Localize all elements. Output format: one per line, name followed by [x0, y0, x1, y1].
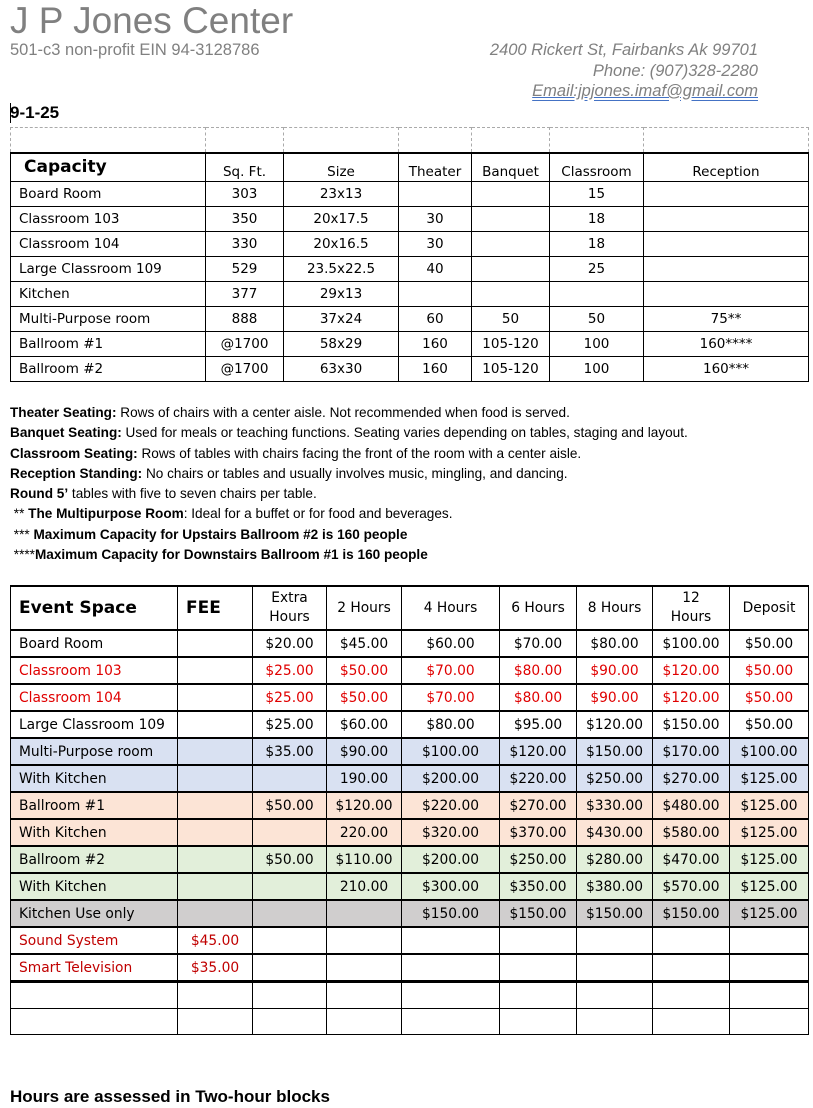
event-space: Board Room — [11, 630, 178, 657]
price-12h: $580.00 — [653, 819, 730, 846]
event-space: Classroom 103 — [11, 657, 178, 684]
price-12h: $270.00 — [653, 765, 730, 792]
price-8h: $150.00 — [577, 738, 653, 765]
price-2h: $45.00 — [327, 630, 402, 657]
capacity-row — [11, 307, 809, 332]
capacity-row — [11, 282, 809, 307]
room-name: Multi-Purpose room — [11, 307, 206, 332]
header-fee: FEE — [178, 586, 253, 630]
deposit: $50.00 — [730, 684, 809, 711]
fees-header-row — [11, 586, 809, 630]
price-12h: $570.00 — [653, 873, 730, 900]
note-multipurpose: ** The Multipurpose Room: Ideal for a buffet or for food and beverages. — [10, 506, 453, 522]
price-6h: $120.00 — [500, 738, 577, 765]
deposit: $125.00 — [730, 846, 809, 873]
price-6h: $70.00 — [500, 630, 577, 657]
reception — [644, 282, 809, 307]
event-space: Sound System — [11, 927, 178, 954]
classroom — [550, 282, 644, 307]
price-2h: $120.00 — [327, 792, 402, 819]
seating-notes — [10, 403, 688, 565]
fee-row-ballroom-1-with-kitchen — [11, 819, 809, 846]
note-ballroom2-max: *** Maximum Capacity for Upstairs Ballroom #2 is 160 people — [10, 526, 408, 542]
banquet: 105-120 — [472, 357, 550, 382]
price-12h: $120.00 — [653, 684, 730, 711]
fee-row-multi-purpose-with-kitchen — [11, 765, 809, 792]
header-extra-hours: Extra Hours — [253, 586, 327, 630]
capacity-row — [11, 257, 809, 282]
price-6h: $370.00 — [500, 819, 577, 846]
room-name: Ballroom #1 — [11, 332, 206, 357]
price-2h: $110.00 — [327, 846, 402, 873]
event-space: Multi-Purpose room — [11, 738, 178, 765]
theater — [399, 282, 472, 307]
price-6h: $80.00 — [500, 684, 577, 711]
event-space: With Kitchen — [11, 873, 178, 900]
header-reception: Reception — [644, 153, 809, 182]
size: 23.5x22.5 — [284, 257, 399, 282]
note-banquet: Banquet Seating: Used for meals or teaching functions. Seating varies depending on tables, staging and layout. — [10, 425, 688, 441]
room-name: Classroom 104 — [11, 232, 206, 257]
reception: 160*** — [644, 357, 809, 382]
price-4h: $200.00 — [402, 765, 500, 792]
deposit: $125.00 — [730, 792, 809, 819]
reception — [644, 207, 809, 232]
price-4h: $60.00 — [402, 630, 500, 657]
banquet — [472, 182, 550, 207]
price-8h: $280.00 — [577, 846, 653, 873]
price-4h: $320.00 — [402, 819, 500, 846]
price-2h: $60.00 — [327, 711, 402, 738]
price-4h: $70.00 — [402, 684, 500, 711]
price-12h: $150.00 — [653, 900, 730, 927]
price-6h: $250.00 — [500, 846, 577, 873]
room-name: Classroom 103 — [11, 207, 206, 232]
extra-hours: $25.00 — [253, 657, 327, 684]
extra-hours: $50.00 — [253, 846, 327, 873]
deposit: $50.00 — [730, 630, 809, 657]
room-name: Ballroom #2 — [11, 357, 206, 382]
banquet: 105-120 — [472, 332, 550, 357]
reception: 75** — [644, 307, 809, 332]
fee — [178, 684, 253, 711]
price-12h: $170.00 — [653, 738, 730, 765]
banquet: 50 — [472, 307, 550, 332]
sqft: 888 — [206, 307, 284, 332]
fee — [178, 657, 253, 684]
price-4h: $220.00 — [402, 792, 500, 819]
price-12h: $480.00 — [653, 792, 730, 819]
price-8h: $330.00 — [577, 792, 653, 819]
extra-hours: $50.00 — [253, 792, 327, 819]
fee-row-classroom-103 — [11, 657, 809, 684]
theater: 30 — [399, 207, 472, 232]
fee-row-smart-television — [11, 954, 809, 982]
note-reception: Reception Standing: No chairs or tables and usually involves music, mingling, and dancing. — [10, 465, 568, 481]
price-4h: $100.00 — [402, 738, 500, 765]
classroom: 25 — [550, 257, 644, 282]
size: 20x16.5 — [284, 232, 399, 257]
header-8-hours: 8 Hours — [577, 586, 653, 630]
phone-number: Phone: (907)328-2280 — [592, 62, 758, 80]
sqft: @1700 — [206, 332, 284, 357]
price-6h: $220.00 — [500, 765, 577, 792]
deposit: $125.00 — [730, 819, 809, 846]
price-6h: $150.00 — [500, 900, 577, 927]
price-4h: $80.00 — [402, 711, 500, 738]
price-2h: $50.00 — [327, 657, 402, 684]
capacity-row — [11, 232, 809, 257]
fee-row-board-room — [11, 630, 809, 657]
event-space: Classroom 104 — [11, 684, 178, 711]
price-8h: $90.00 — [577, 657, 653, 684]
extra-hours: $25.00 — [253, 684, 327, 711]
reception — [644, 257, 809, 282]
theater: 30 — [399, 232, 472, 257]
fee — [178, 846, 253, 873]
fee-row-multi-purpose — [11, 738, 809, 765]
price-4h: $70.00 — [402, 657, 500, 684]
theater: 160 — [399, 357, 472, 382]
classroom: 50 — [550, 307, 644, 332]
classroom: 100 — [550, 332, 644, 357]
header-6-hours: 6 Hours — [500, 586, 577, 630]
note-classroom: Classroom Seating: Rows of tables with chairs facing the front of the room with a center aisle. — [10, 445, 582, 461]
hours-note: Hours are assessed in Two-hour blocks — [10, 1087, 330, 1106]
price-2h: $90.00 — [327, 738, 402, 765]
event-space: Kitchen Use only — [11, 900, 178, 927]
event-space: Ballroom #2 — [11, 846, 178, 873]
classroom: 15 — [550, 182, 644, 207]
fee: $35.00 — [178, 954, 253, 982]
size: 63x30 — [284, 357, 399, 382]
deposit: $50.00 — [730, 657, 809, 684]
size: 20x17.5 — [284, 207, 399, 232]
fee — [178, 792, 253, 819]
theater: 60 — [399, 307, 472, 332]
banquet — [472, 207, 550, 232]
extra-hours — [253, 900, 327, 927]
capacity-row — [11, 332, 809, 357]
banquet — [472, 282, 550, 307]
sqft: 377 — [206, 282, 284, 307]
fee-row-ballroom-2-with-kitchen — [11, 873, 809, 900]
price-4h: $300.00 — [402, 873, 500, 900]
deposit: $50.00 — [730, 711, 809, 738]
banquet — [472, 257, 550, 282]
event-space: Large Classroom 109 — [11, 711, 178, 738]
size: 37x24 — [284, 307, 399, 332]
header-deposit: Deposit — [730, 586, 809, 630]
header-classroom: Classroom — [550, 153, 644, 182]
capacity-row — [11, 207, 809, 232]
price-8h: $80.00 — [577, 630, 653, 657]
extra-hours: $25.00 — [253, 711, 327, 738]
theater — [399, 182, 472, 207]
capacity-header-row — [11, 153, 809, 182]
header-theater: Theater — [399, 153, 472, 182]
email-link[interactable]: Email:jpjones.imaf@gmail.com — [532, 82, 758, 100]
note-round-tables: Round 5’ tables with five to seven chairs per table. — [10, 486, 317, 502]
fee-row-ballroom-2 — [11, 846, 809, 873]
price-12h: $470.00 — [653, 846, 730, 873]
capacity-row — [11, 357, 809, 382]
empty-grid-row — [11, 128, 809, 154]
theater: 40 — [399, 257, 472, 282]
banquet — [472, 232, 550, 257]
price-2h: 210.00 — [327, 873, 402, 900]
fee-row-ballroom-1 — [11, 792, 809, 819]
price-2h — [327, 900, 402, 927]
classroom: 18 — [550, 207, 644, 232]
capacity-row — [11, 182, 809, 207]
fee — [178, 900, 253, 927]
note-theater: Theater Seating: Rows of chairs with a center aisle. Not recommended when food is served. — [10, 405, 570, 420]
sqft: 350 — [206, 207, 284, 232]
extra-hours — [253, 765, 327, 792]
reception — [644, 232, 809, 257]
price-4h: $150.00 — [402, 900, 500, 927]
sqft: 330 — [206, 232, 284, 257]
fee-row-large-classroom-109 — [11, 711, 809, 738]
price-12h: $100.00 — [653, 630, 730, 657]
classroom: 100 — [550, 357, 644, 382]
room-name: Board Room — [11, 182, 206, 207]
capacity-table — [10, 127, 809, 382]
event-space: Smart Television — [11, 954, 178, 982]
extra-hours — [253, 873, 327, 900]
theater: 160 — [399, 332, 472, 357]
fee-row-kitchen-use-only — [11, 900, 809, 927]
price-6h: $270.00 — [500, 792, 577, 819]
price-8h: $150.00 — [577, 900, 653, 927]
header-12-hours: 12 Hours — [653, 586, 730, 630]
event-space: With Kitchen — [11, 819, 178, 846]
price-8h: $380.00 — [577, 873, 653, 900]
header-banquet: Banquet — [472, 153, 550, 182]
fee — [178, 738, 253, 765]
document-date: 9-1-25 — [10, 103, 60, 122]
empty-fee-row — [11, 982, 809, 1009]
classroom: 18 — [550, 232, 644, 257]
header-4-hours: 4 Hours — [402, 586, 500, 630]
price-12h: $120.00 — [653, 657, 730, 684]
extra-hours: $20.00 — [253, 630, 327, 657]
size: 23x13 — [284, 182, 399, 207]
ein-line: 501-c3 non-profit EIN 94-3128786 — [10, 41, 260, 59]
street-address: 2400 Rickert St, Fairbanks Ak 99701 — [489, 41, 758, 59]
reception — [644, 182, 809, 207]
size: 29x13 — [284, 282, 399, 307]
fee-row-sound-system — [11, 927, 809, 954]
price-8h: $250.00 — [577, 765, 653, 792]
header-sqft: Sq. Ft. — [206, 153, 284, 182]
price-2h: 190.00 — [327, 765, 402, 792]
price-2h: 220.00 — [327, 819, 402, 846]
price-8h: $430.00 — [577, 819, 653, 846]
price-6h: $350.00 — [500, 873, 577, 900]
fee: $45.00 — [178, 927, 253, 954]
event-space: With Kitchen — [11, 765, 178, 792]
header-2-hours: 2 Hours — [327, 586, 402, 630]
deposit: $125.00 — [730, 873, 809, 900]
price-8h: $120.00 — [577, 711, 653, 738]
header-capacity: Capacity — [11, 153, 206, 182]
deposit: $125.00 — [730, 900, 809, 927]
price-4h: $200.00 — [402, 846, 500, 873]
deposit: $125.00 — [730, 765, 809, 792]
sqft: 303 — [206, 182, 284, 207]
sqft: 529 — [206, 257, 284, 282]
fee — [178, 711, 253, 738]
price-2h: $50.00 — [327, 684, 402, 711]
event-space: Ballroom #1 — [11, 792, 178, 819]
extra-hours — [253, 819, 327, 846]
fee — [178, 873, 253, 900]
fee — [178, 819, 253, 846]
room-name: Large Classroom 109 — [11, 257, 206, 282]
note-ballroom1-max: ****Maximum Capacity for Downstairs Ballroom #1 is 160 people — [10, 547, 428, 563]
fees-table — [10, 585, 809, 1035]
extra-hours: $35.00 — [253, 738, 327, 765]
fee — [178, 765, 253, 792]
price-8h: $90.00 — [577, 684, 653, 711]
price-6h: $80.00 — [500, 657, 577, 684]
header-size: Size — [284, 153, 399, 182]
header-event-space: Event Space — [11, 586, 178, 630]
deposit: $100.00 — [730, 738, 809, 765]
fee — [178, 630, 253, 657]
sqft: @1700 — [206, 357, 284, 382]
price-12h: $150.00 — [653, 711, 730, 738]
organization-title: J P Jones Center — [10, 0, 294, 41]
reception: 160**** — [644, 332, 809, 357]
price-6h: $95.00 — [500, 711, 577, 738]
size: 58x29 — [284, 332, 399, 357]
fee-row-classroom-104 — [11, 684, 809, 711]
empty-fee-row — [11, 1009, 809, 1035]
room-name: Kitchen — [11, 282, 206, 307]
